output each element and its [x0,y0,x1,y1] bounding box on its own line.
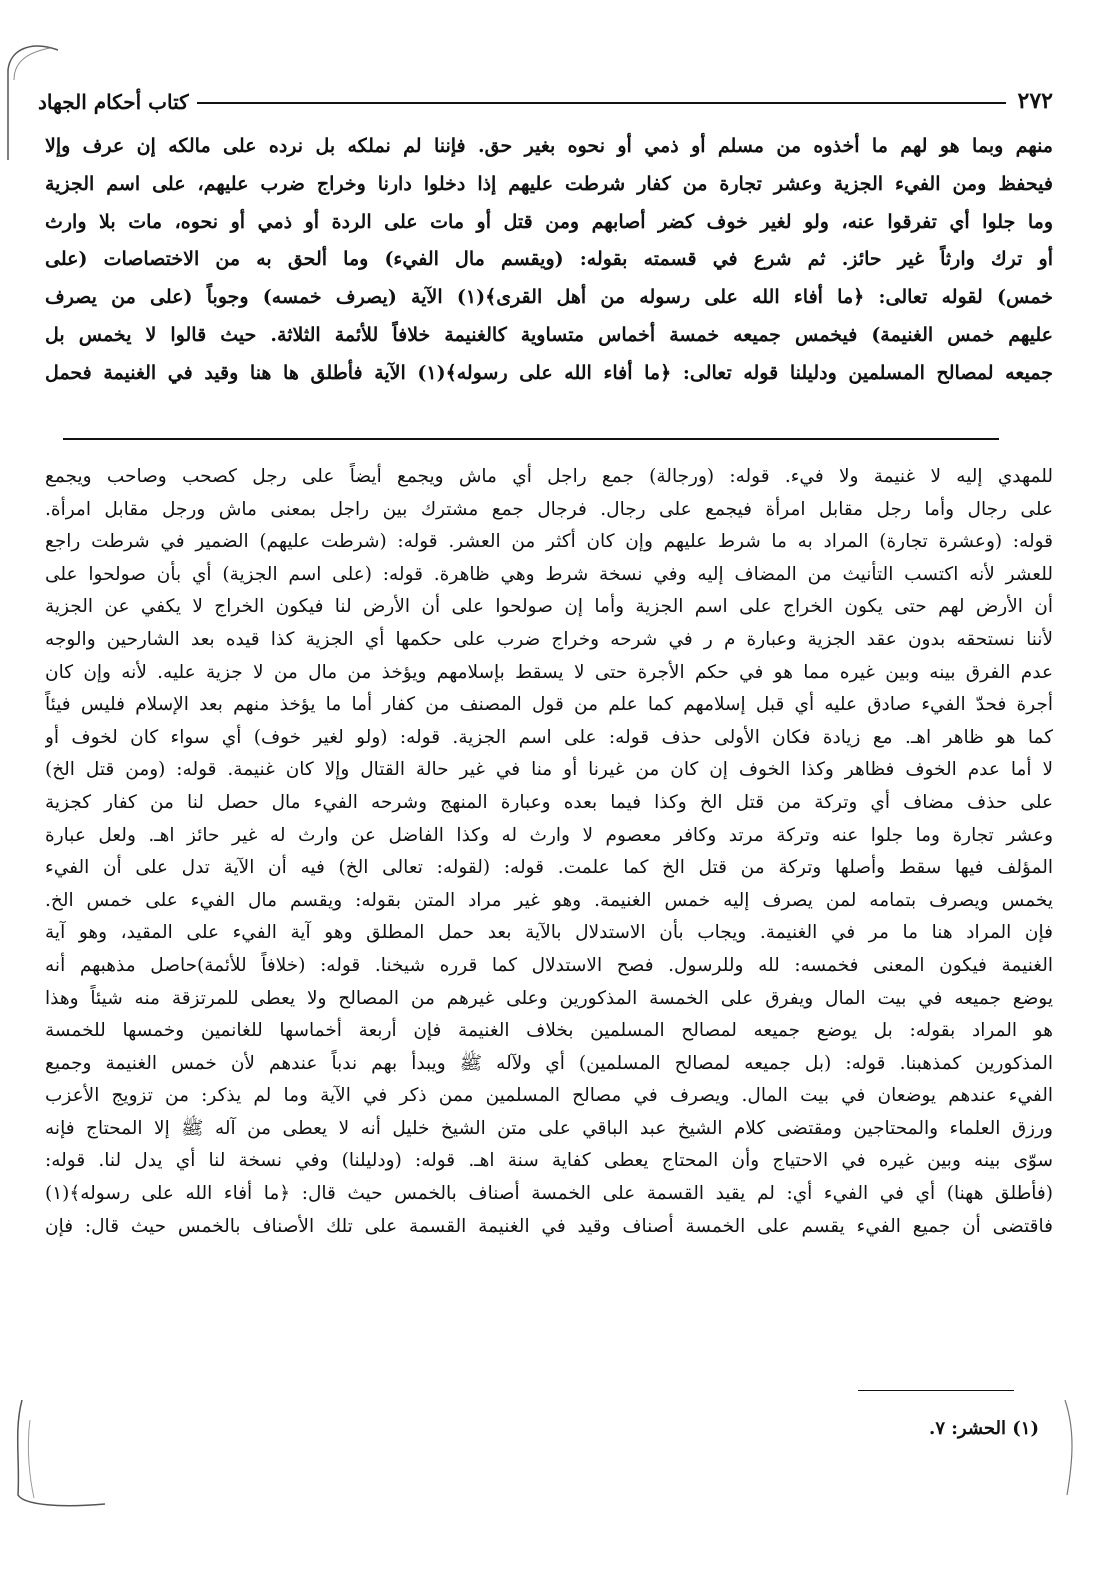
page-number: ٢٧٢ [1017,88,1053,114]
commentary-line: فاقتضى أن جميع الفيء يقسم على الخمسة أصناف وقيد في الغنيمة القسمة على تلك الأصناف بالخمس حيث قال: فإن [45,1215,1053,1237]
header-rule [197,102,1006,104]
main-text-line: جميعه لمصالح المسلمين ودليلنا قوله تعالى: ﴿ما أفاء الله على رسوله﴾(١) الآية فأطلق ها هنا وقيد في الغنيمة فحمل [45,361,1053,384]
main-text-line: فيحفظ ومن الفيء الجزية وعشر تجارة من كفار شرطت عليهم إذا دخلوا دارنا وخراج ضرب عليهم، على اسم الجزية [45,172,1053,195]
page-header [38,80,1053,114]
main-text-line: منهم وبما هو لهم ما أخذوه من مسلم أو ذمي أو نحوه بغير حق. فإننا لم نملكه بل نرده على مالكه إن عرف وإلا [45,135,1053,157]
main-text-line: وما جلوا أي تفرقوا عنه، ولو لغير خوف كضر أصابهم ومن قتل أو مات على الردة أو ذمي أو نحوه، مات بلا وارث [45,210,1053,233]
commentary-line: لأننا نستحقه بدون عقد الجزية وعبارة م ر في شرحه وخراج ضرب على حكمها أي الجزية كذا قيده بعد الشارحين والوجه [45,628,1053,650]
commentary-line: للمهدي إليه لا غنيمة ولا فيء. قوله: (ورجالة) جمع راجل أي ماش ويجمع أيضاً على رجل كصحب وصاحب ويجمع [45,466,1053,487]
commentary-line: سوّى بينه وبين غيره في الاحتياج وأن المحتاج يعطى كفاية سنة اهـ. قوله: (ودليلنا) وفي نسخة لنا أي يدل لنا. قوله: [45,1150,1053,1172]
commentary-block [45,461,1053,1243]
commentary-line: فإن المراد هنا ما مر في الغنيمة. ويجاب بأن الاستدلال بالآية بعد حمل المطلق وهو آية الفيء على المقيد، وهو آية [45,922,1053,944]
commentary-line: الفيء عندهم يوضعان في بيت المال. ويصرف في مصالح المسلمين ممن ذكر في الآية وما لم يذكر: من تزويج الأعزب [45,1085,1053,1107]
commentary-line: يوضع جميعه في بيت المال ويفرق على الخمسة المذكورين وعلى غيرهم من المصالح ولا يعطى للمرتزقة منه شيئاً وهذا [45,987,1053,1009]
commentary-line: (فأطلق ههنا) أي في الفيء أي: لم يقيد القسمة على الخمسة أصناف بالخمس حيث قال: ﴿ما أفاء الله على رسوله﴾(١) [45,1183,1053,1205]
commentary-line: أجرة فحدّ الفيء صادق عليه أي قبل إسلامهم كما علم من قول المصنف من كفار أما ما يؤخذ منهم بعد الإسلام فليس فيئاً [45,694,1053,716]
commentary-line: على رجال وأما رجل مقابل امرأة فيجمع على رجال. فرجال جمع مشترك بين راجل بمعنى ماش ورجل مقابل امرأة. [45,498,1053,520]
book-title: كتاب أحكام الجهاد [38,90,189,114]
commentary-line: عدم الفرق بينه وبين غيره مما هو في حكم الأجرة حتى لا يسقط بإسلامهم ويؤخذ من مال من لا جزية عليه. لأنه وإن كان [45,661,1053,683]
commentary-line: هو المراد بقوله: بل يوضع جميعه لمصالح المسلمين بخلاف الغنيمة فإن أربعة أخماسها للغانمين وخمسها للخمسة [45,1020,1053,1042]
commentary-line: المذكورين كمذهبنا. قوله: (بل جميعه لمصالح المسلمين) أي ولآله ﷺ ويبدأ بهم ندباً عندهم لأن خمس الغنيمة وجميع [45,1052,1053,1074]
commentary-line: ورزق العلماء والمحتاجين ومقتضى كلام الشيخ عبد الباقي على متن الشيخ خليل أنه لا يعطى من آله ﷺ إلا المحتاج فإنه [45,1117,1053,1139]
main-text-line: عليهم خمس الغنيمة) فيخمس جميعه خمسة أخماس متساوية كالغنيمة خلافاً للأئمة الثلاثة. حيث قالوا لا يخمس بل [45,323,1053,346]
page-edge-bottom-left [0,1400,110,1520]
commentary-line: يخمس ويصرف بتمامه لمن يصرف إليه خمس الغنيمة. وهو غير مراد المتن بقوله: ويقسم مال الفيء على خمس الخ. [45,889,1053,911]
commentary-line: كما هو ظاهر اهـ. مع زيادة فكان الأولى حذف قوله: على اسم الجزية. قوله: (ولو لغير خوف) أي سواء كان لخوف أو [45,726,1053,748]
page-edge-right [1055,1400,1095,1500]
commentary-line: على حذف مضاف أي وتركة من قتل الخ وكذا فيما بعده وعبارة المنهج وشرحه الفيء مال حصل لنا من كفار كجزية [45,791,1053,813]
commentary-line: أن الأرض لهم حتى يكون الخراج على اسم الجزية وأما إن صولحوا على أن الأرض لنا فيكون الخراج لا يكفي عن الجزية [45,596,1053,618]
main-commentary-separator [63,438,999,440]
commentary-line: الغنيمة فيكون المعنى فخمسه: لله وللرسول. فصح الاستدلال كما قرره شيخنا. قوله: (خلافاً للأئمة)حاصل مذهبهم أنه [45,954,1053,976]
commentary-line: للعشر لأنه اكتسب التأنيث من المضاف إليه وفي نسخة شرط وهي ظاهرة. قوله: (على اسم الجزية) أي بأن صولحوا على [45,563,1053,585]
main-text-block [45,128,1053,393]
footnote-separator [858,1390,1014,1391]
commentary-line: المؤلف فيها سقط وأصلها وتركة من قتل الخ كما علمت. قوله: (لقوله: تعالى الخ) فيه أن الآية تدل على أن الفيء [45,857,1053,879]
commentary-line: وعشر تجارة وما جلوا عنه وتركة مرتد وكافر معصوم لا وارث له وكذا الفاضل عن وارث له غير حائز اهـ. ولعل عبارة [45,824,1053,846]
main-text-line: أو ترك وارثاً غير حائز. ثم شرع في قسمته بقوله: (ويقسم مال الفيء) وما ألحق به من الاختصاصات (على [45,248,1053,271]
commentary-line: لا أما عدم الخوف فظاهر وكذا الخوف إن كان من غيرنا أو منا في غير حالة القتال وإلا كان غنيمة. قوله: (ومن قتل الخ) [45,759,1053,781]
footnote: (١) الحشر: ٧. [929,1418,1039,1439]
main-text-line: خمس) لقوله تعالى: ﴿ما أفاء الله على رسوله من أهل القرى﴾(١) الآية (يصرف خمسه) وجوباً (على من يصرف [45,286,1053,309]
commentary-line: قوله: (وعشرة تجارة) المراد به ما شرط عليهم وإن كان أكثر من العشر. قوله: (شرطت عليهم) الضمير في شرطت راجع [45,531,1053,553]
